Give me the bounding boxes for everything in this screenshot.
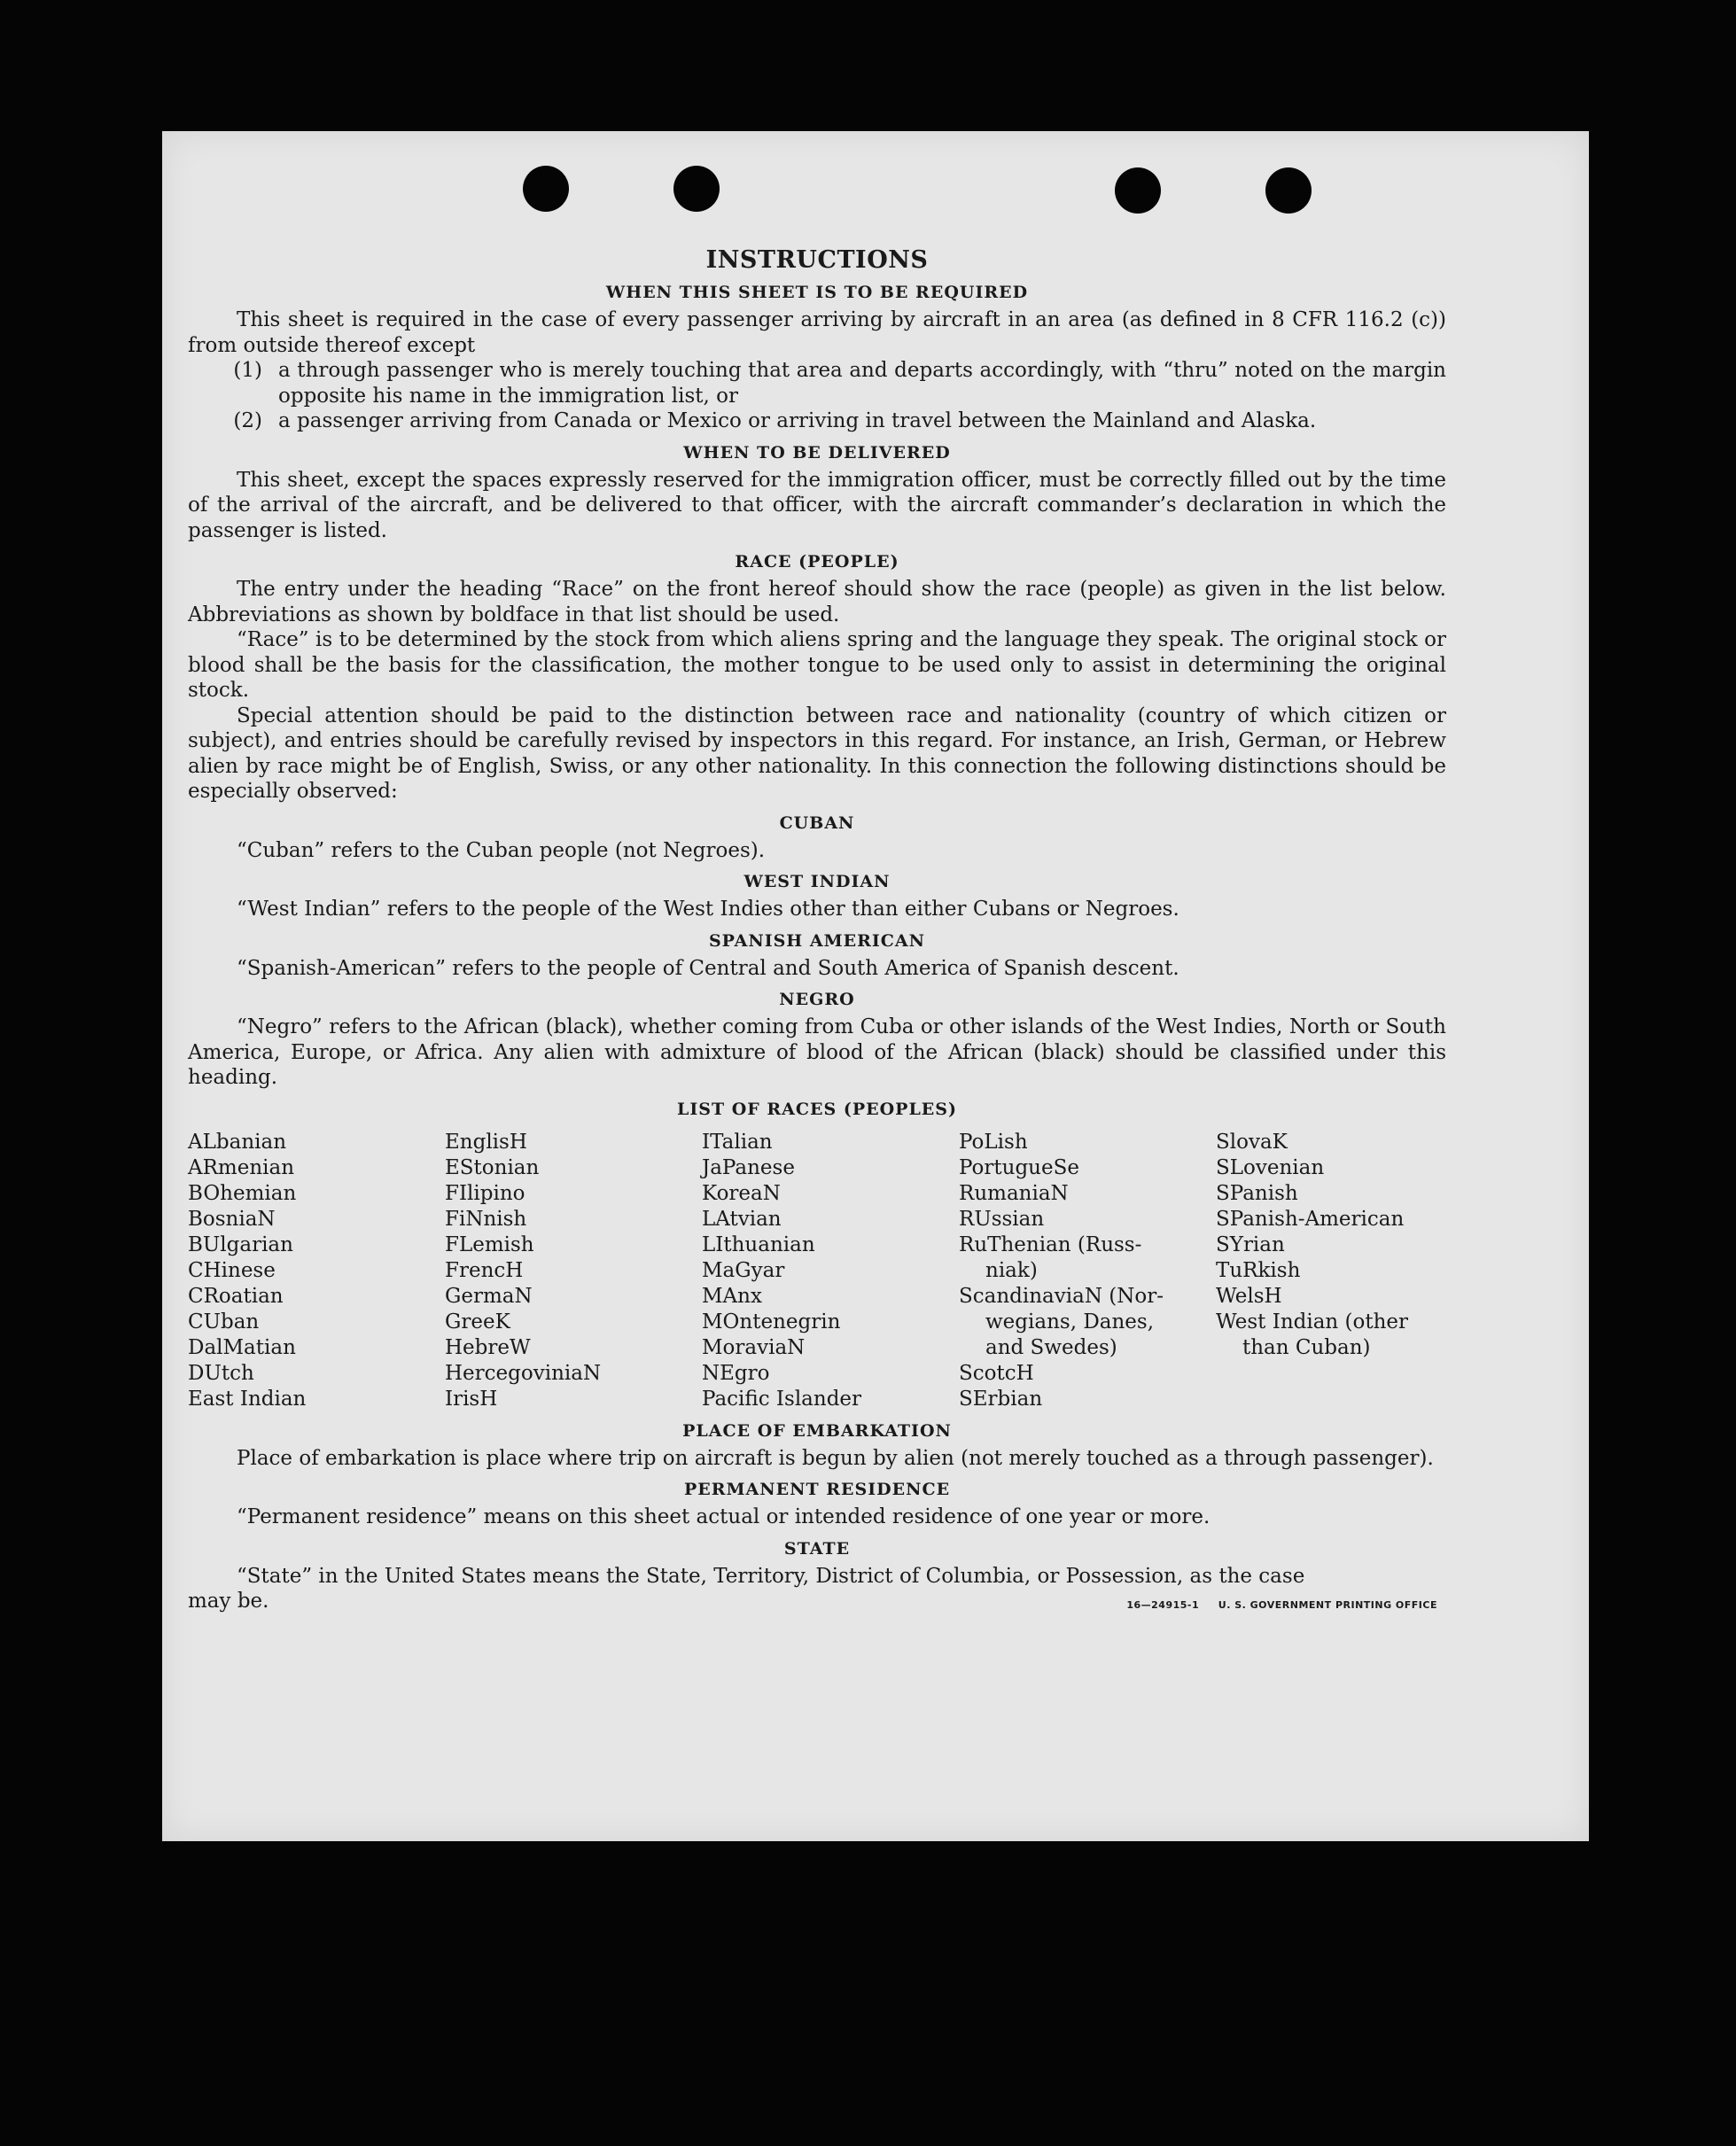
punch-hole [673,166,720,212]
race-item: PortugueSe [959,1155,1079,1179]
races-column-5 [1216,1130,1446,1412]
race-item: West Indian (other [1216,1310,1409,1333]
race-item: SlovaK [1216,1130,1288,1154]
race-item: ITalian [702,1130,773,1154]
race-item: BosniaN [188,1207,276,1231]
document-sheet [162,131,1589,1841]
race-item: MoraviaN [702,1335,806,1359]
race-item: KoreaN [702,1181,781,1205]
race-item: niak) [985,1258,1038,1282]
race-item: SYrian [1216,1232,1285,1256]
punch-hole [523,166,569,212]
delivered-text: This sheet, except the spaces expressly reserved for the immigration officer, must be correctly filled out by the time of the arrival of the aircraft, and be delivered to that officer, with the aircraft commander’s declaration in which the passenger is listed. [188,468,1446,542]
punch-hole [1115,167,1161,214]
race-item: HebreW [445,1335,531,1359]
race-item: MaGyar [702,1258,785,1282]
race-item: RuThenian (Russ- [959,1232,1142,1256]
race-item: FrencH [445,1258,524,1282]
race-item: SPanish-American [1216,1207,1405,1231]
section-heading-negro: NEGRO [779,990,855,1009]
race-item: than Cuban) [1242,1335,1371,1359]
race-item: FiNnish [445,1207,527,1231]
race-item: IrisH [445,1387,498,1411]
race-item: CUban [188,1310,260,1333]
state-text-line-1: “State” in the United States means the State, Territory, District of Columbia, or Possession, as the case [237,1564,1305,1588]
race-item: LIthuanian [702,1232,815,1256]
races-column-3 [702,1130,959,1412]
race-item: East Indian [188,1387,307,1411]
race-item: HercegoviniaN [445,1361,602,1385]
race-item: SPanish [1216,1181,1298,1205]
race-item: NEgro [702,1361,770,1385]
race-item: ScandinaviaN (Nor- [959,1284,1164,1308]
race-item: SLovenian [1216,1155,1325,1179]
form-number: 16—24915-1 [1126,1598,1200,1611]
section-heading-embarkation: PLACE OF EMBARKATION [682,1420,952,1441]
section-heading-delivered: WHEN TO BE DELIVERED [683,442,951,463]
punch-hole [1265,167,1312,214]
race-item: RUssian [959,1207,1045,1231]
section-heading-required: WHEN THIS SHEET IS TO BE REQUIRED [605,283,1029,302]
race-item: SErbian [959,1387,1043,1411]
race-item: BOhemian [188,1181,297,1205]
spanish-american-text: “Spanish-American” refers to the people of Central and South America of Spanish descent. [237,956,1179,980]
section-heading-residence: PERMANENT RESIDENCE [683,1480,951,1499]
cuban-text: “Cuban” refers to the Cuban people (not Negroes). [237,838,766,862]
race-item: ScotcH [959,1361,1034,1385]
section-heading-state: STATE [783,1538,851,1559]
race-item: GermaN [445,1284,533,1308]
race-item: JaPanese [702,1155,795,1179]
state-text-line-2: may be. [188,1590,269,1613]
race-item: CHinese [188,1258,276,1282]
document-content [188,246,1446,1614]
race-item: GreeK [445,1310,510,1333]
race-item: DUtch [188,1361,254,1385]
race-item: WelsH [1216,1284,1282,1308]
race-item: Pacific Islander [702,1387,862,1411]
race-item: MAnx [702,1284,762,1308]
race-paragraph-1: The entry under the heading “Race” on the front hereof should show the race (people) as given in the list below. Abbreviations as shown by boldface in that list should be used. [188,578,1446,626]
race-item: PoLish [959,1130,1028,1154]
residence-text: “Permanent residence” means on this sheet actual or intended residence of one year or more. [237,1505,1211,1528]
race-item: FLemish [445,1232,534,1256]
embarkation-text: Place of embarkation is place where trip on aircraft is begun by alien (not merely touched as a through passenger). [237,1446,1434,1470]
race-paragraph-2: “Race” is to be determined by the stock from which aliens spring and the language they speak. The original stock or blood shall be the basis for the classification, the mother tongue to be used only to assist in determining the original stock. [188,628,1446,702]
race-item: ARmenian [188,1155,295,1179]
race-paragraph-3: Special attention should be paid to the distinction between race and nationality (country of which citizen or subject), and entries should be carefully revised by inspectors in this regard. For instance, an Irish, German, or Hebrew alien by race might be of English, Swiss, or any other nationality. In this connection the following distinctions should be especially observed: [188,704,1446,803]
race-item: RumaniaN [959,1181,1069,1205]
section-heading-west-indian: WEST INDIAN [743,872,891,891]
printer-imprint [1126,1599,1446,1614]
race-item: EnglisH [445,1130,527,1154]
exception-item: (1) a through passenger who is merely touching that area and departs accordingly, with “thru” noted on the margin opposite his name in the immigration list, or [233,359,1446,408]
race-item: LAtvian [702,1207,782,1231]
race-item: BUlgarian [188,1232,293,1256]
races-column-2 [445,1130,702,1412]
section-heading-race: RACE (PEOPLE) [735,552,899,571]
races-column-4 [959,1130,1216,1412]
race-item: and Swedes) [985,1335,1117,1359]
exception-item: (2) a passenger arriving from Canada or Mexico or arriving in travel between the Mainland and Alaska. [233,409,1317,432]
negro-text: “Negro” refers to the African (black), whether coming from Cuba or other islands of the West Indies, North or South America, Europe, or Africa. Any alien with admixture of blood of the African (black) should be classified under this heading. [188,1015,1446,1089]
section-heading-spanish-american: SPANISH AMERICAN [708,930,926,951]
race-item: TuRkish [1216,1258,1301,1282]
section-heading-list-of-races: LIST OF RACES (PEOPLES) [677,1099,957,1119]
race-item: FIlipino [445,1181,525,1205]
race-item: CRoatian [188,1284,284,1308]
race-item: MOntenegrin [702,1310,841,1333]
section-heading-cuban: CUBAN [779,813,855,833]
page-title: INSTRUCTIONS [705,246,929,274]
west-indian-text: “West Indian” refers to the people of the West Indies other than either Cubans or Negroes. [237,898,1179,921]
races-column-1 [188,1130,445,1412]
race-item: ALbanian [188,1130,287,1154]
races-list [188,1130,1446,1412]
printer-name: U. S. GOVERNMENT PRINTING OFFICE [1218,1598,1437,1611]
required-intro: This sheet is required in the case of every passenger arriving by aircraft in an area (as defined in 8 CFR 116.2 (c)) from outside thereof except [188,308,1446,357]
race-item: wegians, Danes, [985,1310,1155,1333]
race-item: DalMatian [188,1335,296,1359]
footer-row [188,1589,1446,1614]
race-item: EStonian [445,1155,540,1179]
